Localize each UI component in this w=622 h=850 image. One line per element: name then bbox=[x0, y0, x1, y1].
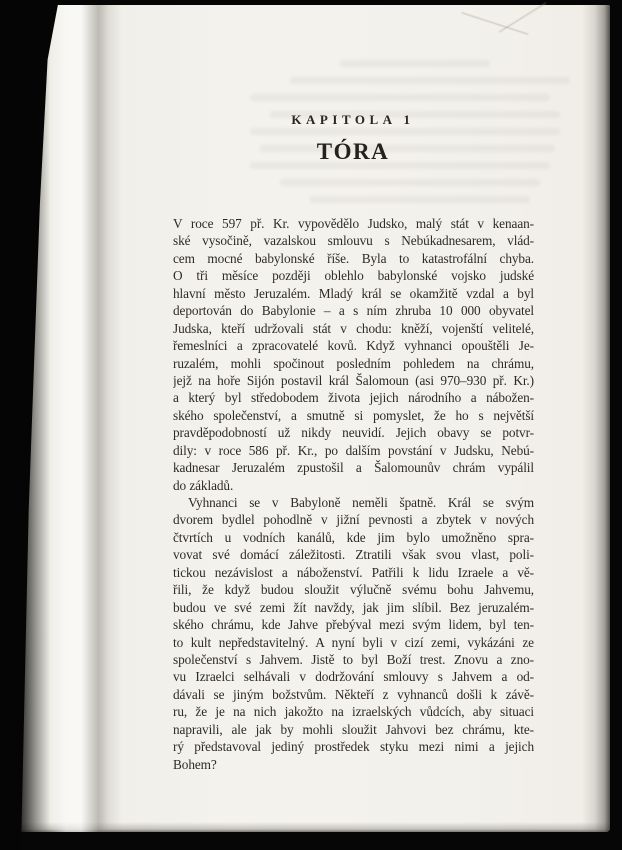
text-line: čtvrtích u vodních kanálů, kde jim bylo umožněno spra- bbox=[173, 529, 534, 545]
book-page bbox=[20, 5, 610, 832]
scan-scratch-mark bbox=[462, 12, 529, 35]
page-bottom-shadow bbox=[20, 822, 610, 832]
text-line: do základů. bbox=[173, 477, 234, 493]
text-line: ského společenství, a smutně si pomyslet, že ho s největší bbox=[173, 407, 534, 423]
text-line: ské vysočině, vazalskou smlouvu s Nebúkadnesarem, vlád- bbox=[173, 233, 534, 249]
text-line: pravděpodobností už nikdy neuvidí. Jejich obavy se potvr- bbox=[173, 425, 534, 441]
text-line: hlavní město Jeruzalém. Mladý král se okamžitě vzdal a byl bbox=[173, 285, 534, 301]
text-line: rý představoval jediný prostředek styku mezi nimi a jejich bbox=[173, 739, 534, 755]
chapter-kicker: KAPITOLA 1 bbox=[291, 112, 415, 127]
text-line: V roce 597 př. Kr. vypovědělo Judsko, malý stát v kenaan- bbox=[173, 216, 534, 231]
bleed-through-text bbox=[250, 60, 580, 213]
text-line: tickou nezávislost a náboženství. Patřili k lidu Izraele a vě- bbox=[173, 564, 534, 580]
text-line: budou ve své zemi žít navždy, jak jim slíbil. Bez jeruzalém- bbox=[173, 599, 534, 615]
text-line: kadnesar Jeruzalém zpustošil a Šalomounův chrám vypálil bbox=[173, 460, 534, 476]
text-line: vu Izraelci selhávali v dodržování smlouvy s Jahvem a od- bbox=[173, 669, 534, 685]
text-line: jejž na hoře Sijón postavil král Šalomoun (asi 970–930 př. Kr.) bbox=[173, 372, 534, 388]
text-line: dávali se jiným božstvům. Někteří z vyhnanců došli k závě- bbox=[173, 686, 534, 702]
text-line: dvorem bydlel pohodlně v jižní pevnosti a zbytek v nových bbox=[173, 512, 534, 528]
chapter-title: TÓRA bbox=[316, 139, 390, 164]
text-line: ru, že je na nich jakožto na izraelských vůdcích, aby situaci bbox=[173, 704, 534, 720]
text-line: Vyhnanci se v Babyloně neměli špatně. Král se svým bbox=[188, 495, 534, 510]
text-line: vovat své domácí záležitosti. Ztratili však svou vlast, poli- bbox=[173, 547, 534, 563]
text-line: řemeslníci a zpracovatelé kovů. Když vyhnanci opouštěli Je- bbox=[173, 338, 534, 354]
text-line: ského chrámu, kde Jahve přebýval mezi svým lidem, byl ten- bbox=[173, 617, 534, 633]
text-line: cem mocné babylonské říše. Byla to katastrofální chyba. bbox=[173, 250, 534, 266]
text-line: a který byl středobodem života jejich národního a nábožen- bbox=[173, 390, 534, 406]
scan-scratch-mark bbox=[499, 3, 546, 33]
text-line: to kult nepředstavitelný. A nyní byli v cizí zemi, vykázáni ze bbox=[173, 634, 534, 650]
text-line: deportován do Babylonie – a s ním zhruba 10 000 obyvatel bbox=[173, 303, 534, 319]
text-line: napravili, ale jak by mohli sloužit Jahvovi bez chrámu, kte- bbox=[173, 721, 534, 737]
text-line: ruzalém, mohli spočinout posledním pohledem na chrámu, bbox=[173, 355, 534, 371]
text-line: dily: v roce 586 př. Kr., po dalším povstání v Judsku, Nebú- bbox=[173, 442, 534, 458]
text-line: řili, že když budou sloužit výlučně svému bohu Jahvemu, bbox=[173, 582, 534, 598]
text-line: O tři měsíce později oblehlo babylonské vojsko judské bbox=[173, 268, 534, 284]
text-line: Bohem? bbox=[173, 756, 217, 772]
body-text bbox=[173, 215, 534, 773]
text-line: společenství s Jahvem. Jistě to byl Boží trest. Znovu a zno- bbox=[173, 651, 534, 667]
page-right-edge-shadow bbox=[582, 5, 610, 832]
text-line: Judska, kteří udržovali stát v chodu: kněží, vojenští velitelé, bbox=[173, 320, 534, 336]
